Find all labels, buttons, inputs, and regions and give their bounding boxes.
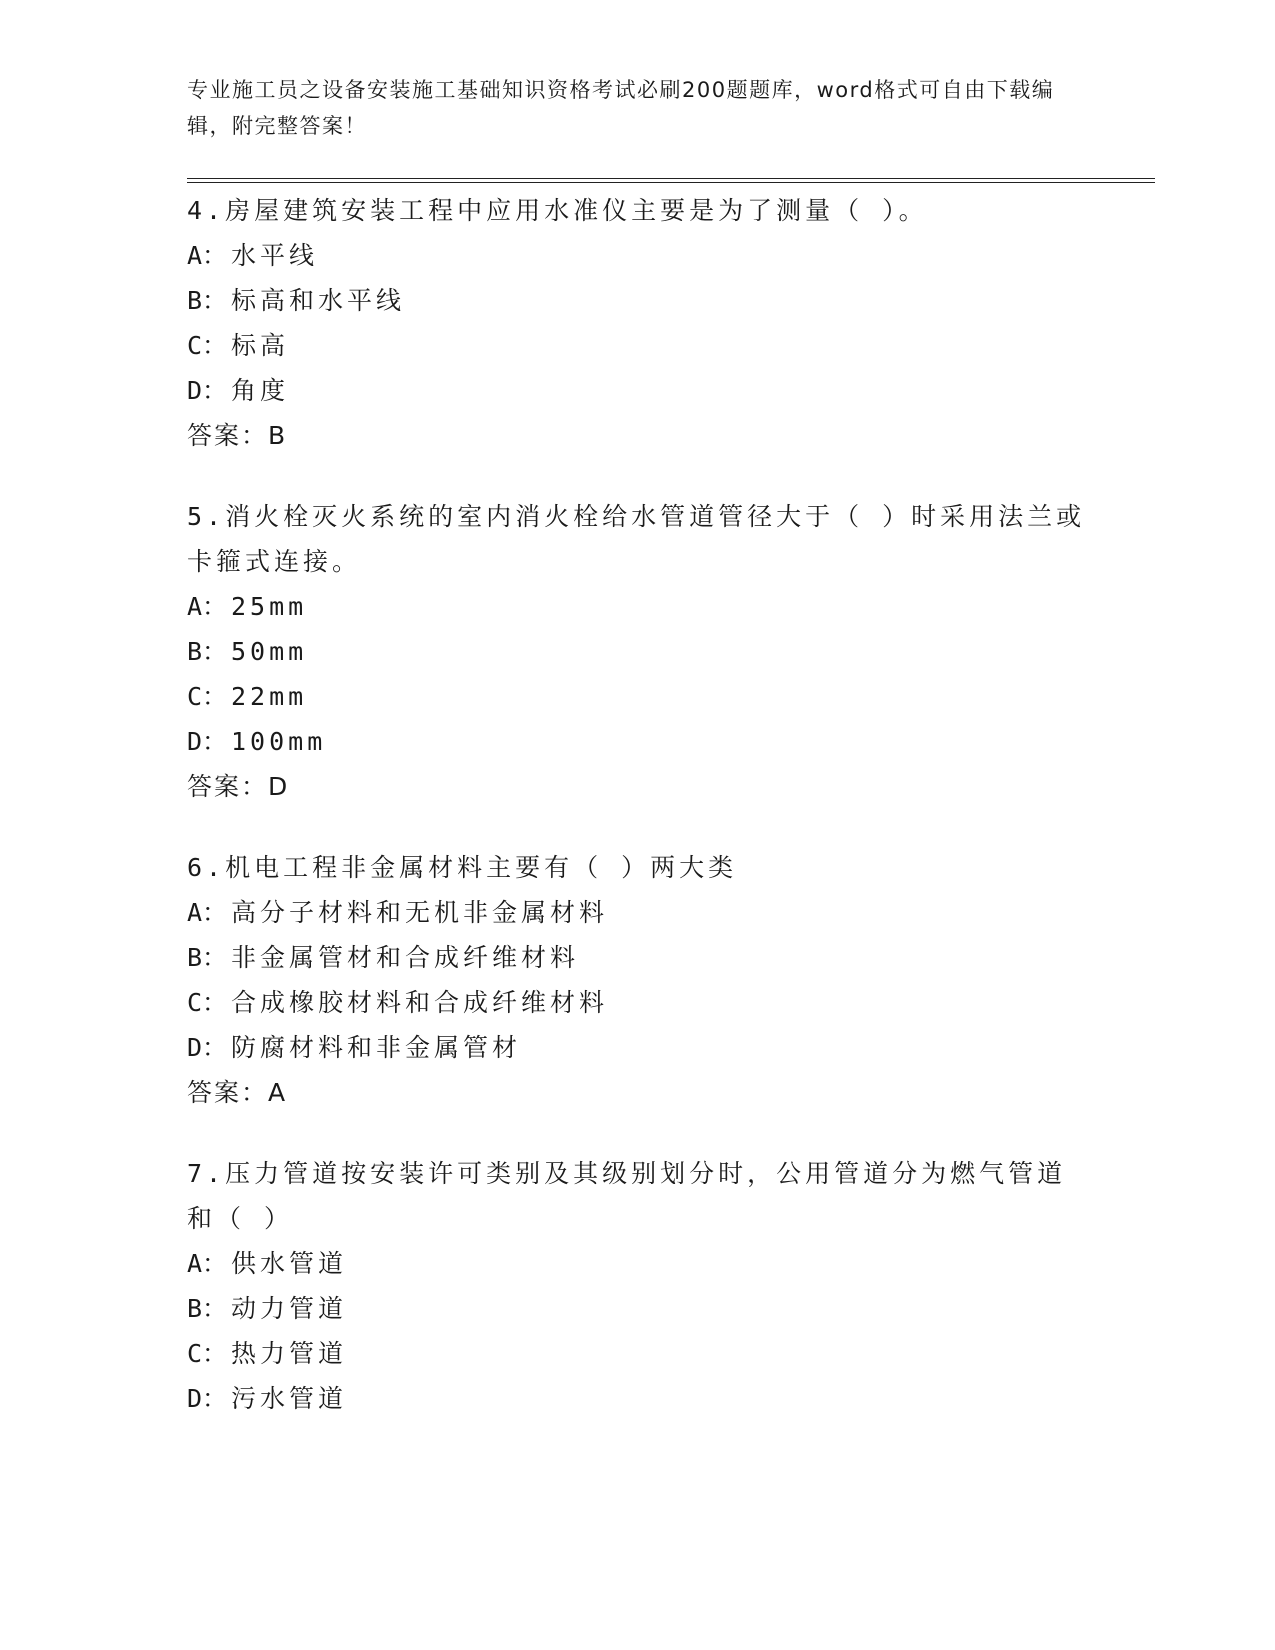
option-letter: A： <box>187 1249 228 1278</box>
option-letter: C： <box>187 682 228 711</box>
answer: 答案：B <box>187 421 288 450</box>
option-letter: D： <box>187 1384 228 1413</box>
question-stem: 5.消火栓灭火系统的室内消火栓给水管道管径大于（ ）时采用法兰或卡箍式连接。 <box>187 502 1086 576</box>
option-letter: C： <box>187 331 228 360</box>
option-text: 50mm <box>231 637 308 666</box>
option-b <box>187 629 1087 674</box>
option-letter: B： <box>187 943 228 972</box>
question-stem: 6.机电工程非金属材料主要有（ ）两大类 <box>187 853 738 882</box>
answer: 答案：D <box>187 772 290 801</box>
option-letter: D： <box>187 727 228 756</box>
option-a <box>187 233 1087 278</box>
option-letter: A： <box>187 592 228 621</box>
option-c <box>187 1331 1087 1376</box>
option-letter: D： <box>187 376 228 405</box>
option-b <box>187 935 1087 980</box>
question-stem: 7.压力管道按安装许可类别及其级别划分时，公用管道分为燃气管道和（ ） <box>187 1159 1067 1233</box>
option-text: 角度 <box>231 376 290 405</box>
option-text: 高分子材料和无机非金属材料 <box>231 898 609 927</box>
option-text: 标高和水平线 <box>231 286 406 315</box>
option-d <box>187 1025 1087 1070</box>
option-d <box>187 368 1087 413</box>
option-text: 非金属管材和合成纤维材料 <box>231 943 580 972</box>
option-text: 污水管道 <box>231 1384 348 1413</box>
option-text: 热力管道 <box>231 1339 348 1368</box>
option-c <box>187 674 1087 719</box>
option-letter: A： <box>187 241 228 270</box>
option-text: 水平线 <box>231 241 319 270</box>
question-list <box>187 188 1087 1457</box>
option-text: 标高 <box>231 331 290 360</box>
question-6 <box>187 845 1087 1115</box>
option-letter: A： <box>187 898 228 927</box>
header-divider-top <box>187 178 1155 179</box>
option-d <box>187 1376 1087 1421</box>
option-c <box>187 323 1087 368</box>
question-7 <box>187 1151 1087 1421</box>
option-letter: B： <box>187 1294 228 1323</box>
option-b <box>187 278 1087 323</box>
header-title: 专业施工员之设备安装施工基础知识资格考试必刷200题题库，word格式可自由下载编辑，附完整答案！ <box>187 78 1055 138</box>
question-5 <box>187 494 1087 809</box>
option-c <box>187 980 1087 1025</box>
option-letter: D： <box>187 1033 228 1062</box>
option-a <box>187 890 1087 935</box>
option-text: 合成橡胶材料和合成纤维材料 <box>231 988 609 1017</box>
option-text: 25mm <box>231 592 308 621</box>
document-header <box>187 72 1067 144</box>
answer: 答案：A <box>187 1078 288 1107</box>
question-stem: 4.房屋建筑安装工程中应用水准仪主要是为了测量（ ）。 <box>187 196 928 225</box>
option-letter: C： <box>187 1339 228 1368</box>
option-text: 供水管道 <box>231 1249 348 1278</box>
option-letter: B： <box>187 286 228 315</box>
option-letter: C： <box>187 988 228 1017</box>
option-a <box>187 1241 1087 1286</box>
option-text: 22mm <box>231 682 308 711</box>
question-4 <box>187 188 1087 458</box>
option-letter: B： <box>187 637 228 666</box>
option-d <box>187 719 1087 764</box>
option-a <box>187 584 1087 629</box>
option-text: 100mm <box>231 727 327 756</box>
header-divider-bottom <box>187 182 1155 183</box>
option-b <box>187 1286 1087 1331</box>
option-text: 防腐材料和非金属管材 <box>231 1033 522 1062</box>
option-text: 动力管道 <box>231 1294 348 1323</box>
